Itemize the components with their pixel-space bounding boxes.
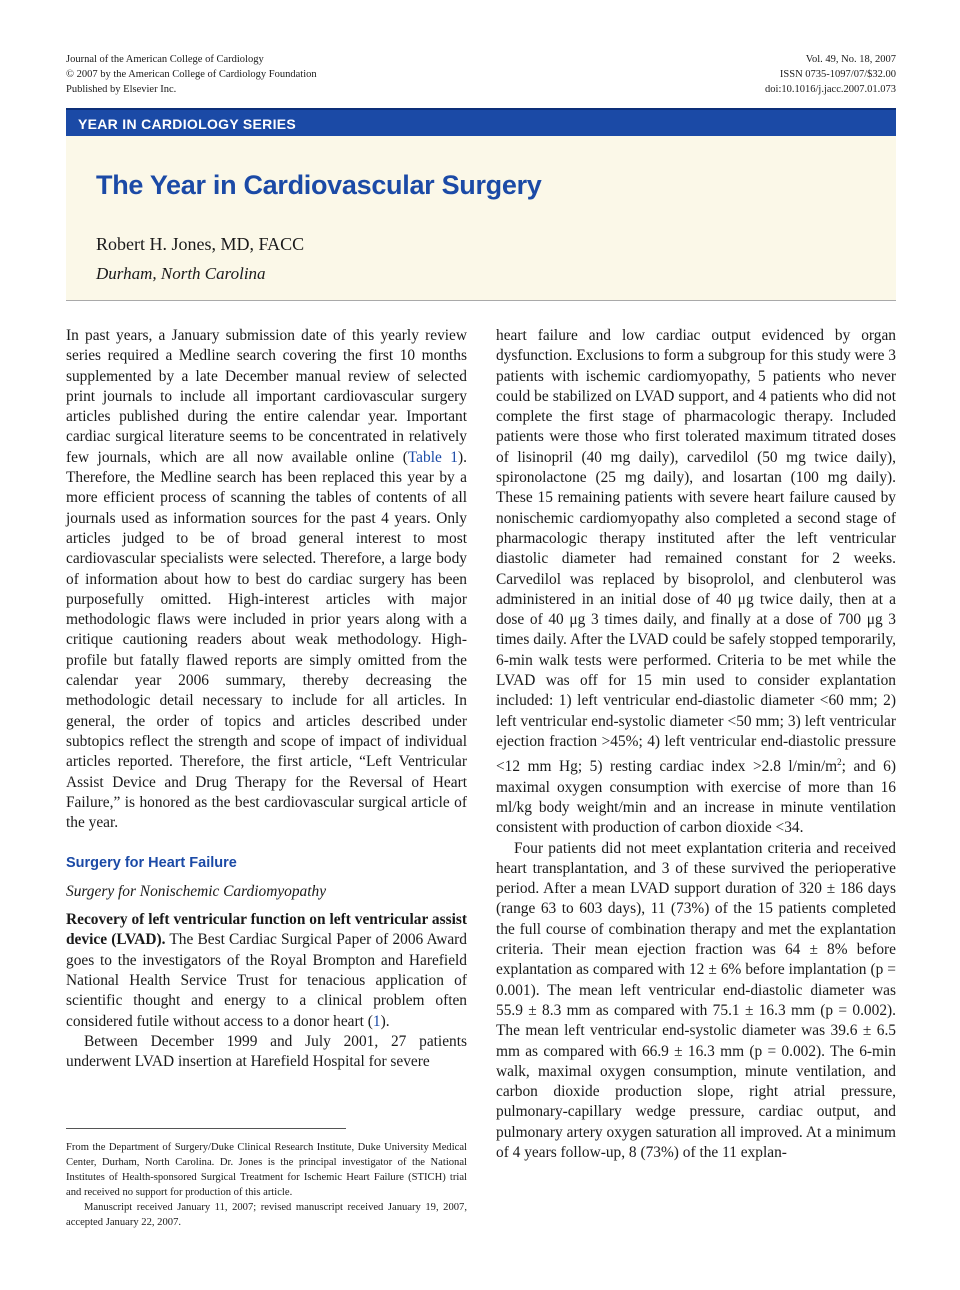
footnote-divider	[66, 1128, 346, 1129]
title-block	[66, 136, 896, 301]
affiliation-footnote: From the Department of Surgery/Duke Clinical Research Institute, Duke University Medical Center, Durham, North Carolina. Dr. Jones is the principal investigator of the National Institutes of Health-sponsored Surgical Treatment for Ischemic Heart Failure (STICH) trial and received no support for production of this article.	[66, 1142, 467, 1198]
left-column	[66, 326, 467, 1072]
journal-name: Journal of the American College of Cardiology	[66, 54, 264, 65]
table-1-link[interactable]: Table 1	[407, 448, 459, 466]
series-label: YEAR IN CARDIOLOGY SERIES	[78, 116, 297, 132]
article-title: The Year in Cardiovascular Surgery	[96, 170, 542, 200]
subsection-heading: Surgery for Nonischemic Cardiomyopathy	[66, 882, 327, 900]
volume: Vol. 49, No. 18, 2007	[805, 54, 896, 65]
section-heading: Surgery for Heart Failure	[66, 855, 237, 872]
copyright: © 2007 by the American College of Cardiology Foundation	[66, 69, 317, 80]
award-paragraph: Recovery of left ventricular function on left ventricular assist device (LVAD). The Best Cardiac Surgical Paper of 2006 Award goes to the investigators of the Royal Brompton and Harefield National Health Service Trust for tenacious application of scientific thought and energy to a clinical problem often considered futile without access to a donor heart (1).	[66, 911, 468, 1030]
series-banner	[66, 108, 896, 138]
intro-paragraph: In past years, a January submission date of this yearly review series required a Medline search covering the first 10 months supplemented by a late December manual review of selected print journals to include all important cardiovascular surgery articles published during the entire calendar year. Important cardiac surgical literature seems to be concentrated in relatively few journals, which are all now available online (Table 1). Therefore, the Medline search has been replaced this year by a more efficient process of scanning the tables of contents of all journals used as information sources for the past 4 years. Only articles judged to be of broad general interest to most cardiovascular specialists were selected. Therefore, a large body of information about how to best do cardiac surgery has been purposefully omitted. High-interest articles with major methodologic flaws were included in prior years along with a critique cautioning readers about weak methodology. High-profile but fatally flawed reports are simply omitted from the calendar year 2006 summary, thereby decreasing the methodologic detail necessary to include for all articles. In general, the order of topics and articles described under subtopics reflect the strength and scope of impact of individual articles reported. Therefore, the first article, “Left Ventricular Assist Device and Drug Therapy for the Reversal of Heart Failure,” is honored as the best cardiovascular surgical article of the year.	[66, 327, 467, 832]
received-footnote: Manuscript received January 11, 2007; revised manuscript received January 19, 2007, accepted January 22, 2007.	[66, 1202, 467, 1228]
patients-paragraph: Between December 1999 and July 2001, 27 patients underwent LVAD insertion at Harefield Hospital for severe	[66, 1032, 467, 1071]
criteria-paragraph: heart failure and low cardiac output evidenced by organ dysfunction. Exclusions to form a subgroup for this study were 3 patients with ischemic cardiomyopathy, 5 patients who never could be stabilized on LVAD support, and 4 patients who did not complete the first stage of pharmacologic therapy. Included patients were those who first tolerated maximum titrated doses of lisinopril (40 mg daily), carvedilol (50 mg twice daily), spironolactone (25 mg daily), and losartan (100 mg daily). These 15 remaining patients with severe heart failure caused by nonischemic cardiomyopathy also completed a second stage of pharmacologic therapy instituted after the left ventricular diastolic diameter had remained constant for 2 weeks. Carvedilol was replaced by bisoprolol, and clenbuterol was administered in an initial dose of 40 μg twice daily, then at a dose of 40 μg 3 times daily, and finally at a dose of 700 μg 3 times daily. After the LVAD could be safely stopped temporarily, 6-min walk tests were performed. Criteria to be met while the LVAD was off for 15 min used to consider explantation included: 1) left ventricular end-diastolic diameter <60 mm; 2) left ventricular end-systolic diameter <50 mm; 3) left ventricular ejection fraction >45%; 4) left ventricular end-diastolic pressure <12 mm Hg; 5) resting cardiac index >2.8 $l/\min/m^2$; and 6) maximal oxygen consumption with exercise of more than 16 ml/kg body weight/min and an increase in minute ventilation consistent with production of carbon dioxide <34.	[496, 327, 896, 837]
right-column	[496, 326, 896, 1163]
journal-meta	[66, 52, 317, 97]
affiliation: Durham, North Carolina	[96, 264, 266, 283]
doi: doi:10.1016/j.jacc.2007.01.073	[765, 84, 896, 95]
author: Robert H. Jones, MD, FACC	[96, 234, 305, 254]
publisher: Published by Elsevier Inc.	[66, 84, 177, 95]
reference-1-link[interactable]: 1	[372, 1012, 381, 1030]
results-paragraph: Four patients did not meet explantation criteria and received heart transplantation, and 3 of these survived the perioperative period. After a mean LVAD support duration of 320 ± 186 days (range 63 to 603 days), 11 (73%) of the 15 patients completed the full course of combination therapy and met the explantation criteria. Their mean ejection fraction was 64 ± 8% before explantation as compared with 12 ± 6% before implantation (p = 0.001). The mean left ventricular end-diastolic diameter was 55.9 ± 8.3 mm as compared with 75.1 ± 16.3 mm (p = 0.002). The mean left ventricular end-systolic diameter was 39.6 ± 6.5 mm as compared with 66.9 ± 16.3 mm (p = 0.002). The 6-min walk, maximal oxygen consumption, minute ventilation, and carbon dioxide production slope, right atrial pressure, pulmonary-capillary wedge pressure, cardiac output, and pulmonary artery oxygen saturation all improved. At a minimum of 4 years follow-up, 8 (73%) of the 11 explan-	[496, 839, 896, 1161]
runin-heading: Recovery of left ventricular function on left ventricular assist device (LVAD).	[66, 911, 467, 949]
issue-meta	[765, 52, 896, 97]
issn: ISSN 0735-1097/07/$32.00	[779, 69, 896, 80]
footnotes	[66, 1140, 467, 1230]
